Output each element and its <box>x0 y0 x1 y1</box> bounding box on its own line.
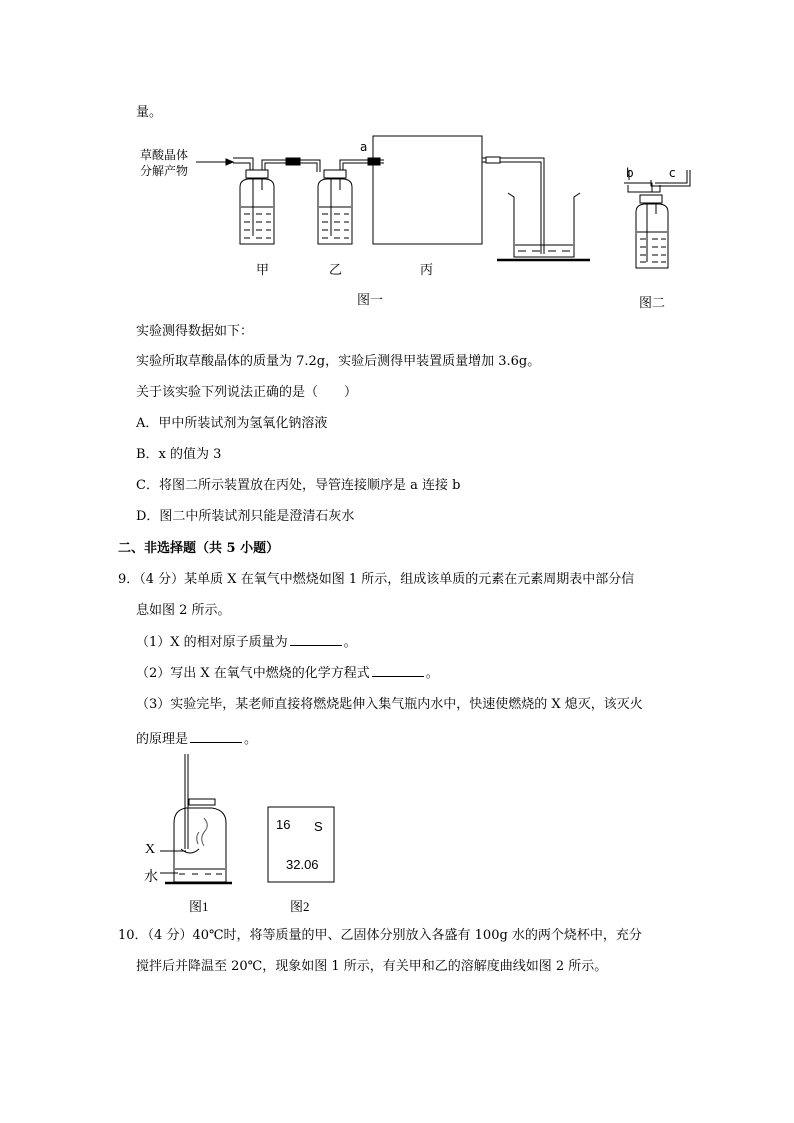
fig-label-water: 水 <box>144 870 158 885</box>
sub2-answer-blank[interactable] <box>372 664 424 677</box>
box-bing-label: 丙 <box>420 263 434 278</box>
sub1-end: 。 <box>343 635 357 650</box>
bottle-jia-shape <box>240 170 274 244</box>
label-b: b <box>626 166 634 180</box>
fig2-bottle-shape <box>624 170 690 268</box>
data-line: 实验所取草酸晶体的质量为 7.2g，实验后测得甲装置质量增加 3.6g。 <box>136 354 541 369</box>
sub2-end: 。 <box>425 666 439 681</box>
sub2-text: （2）写出 X 在氧气中燃烧的化学方程式 <box>136 666 370 681</box>
fig-label-x: X <box>145 842 156 857</box>
apparatus-drawing <box>0 0 794 320</box>
input-arrow-head <box>226 159 233 165</box>
bottle-yi-label: 乙 <box>329 263 343 278</box>
question-9-sub2 <box>136 664 439 683</box>
bottle-jia-label: 甲 <box>256 263 270 278</box>
question-9-stem-line1: 9．（4 分）某单质 X 在氧气中燃烧如图 1 所示，组成该单质的元素在元素周期表中部分信 <box>118 572 635 587</box>
figure-2-caption: 图二 <box>639 296 666 311</box>
question-10-line1: 10．（4 分）40℃时，将等质量的甲、乙固体分别放入各盛有 100g 水的两个烧杯中，充分 <box>118 928 642 943</box>
sub1-answer-blank[interactable] <box>290 633 342 646</box>
box-bing-shape <box>373 136 482 244</box>
bottle-yi-shape <box>318 170 352 244</box>
option-c: C．将图二所示装置放在丙处，导管连接顺序是 a 连接 b <box>136 478 461 493</box>
question-8-prompt: 关于该实验下列说法正确的是（ ） <box>136 385 358 400</box>
option-a: A．甲中所装试剂为氢氧化钠溶液 <box>136 416 328 431</box>
label-c: c <box>669 166 676 180</box>
data-header: 实验测得数据如下： <box>136 324 254 339</box>
sub1-text: （1）X 的相对原子质量为 <box>136 635 288 650</box>
question-10-line2: 搅拌后并降温至 20℃，现象如图 1 所示，有关甲和乙的溶解度曲线如图 2 所示。 <box>136 959 608 974</box>
input-label-line1: 草酸晶体 <box>140 148 189 162</box>
question-9-sub3-line1: （3）实验完毕，某老师直接将燃烧匙伸入集气瓶内水中，快速使燃烧的 X 熄灭，该灭火 <box>136 697 643 712</box>
figure-1-caption: 图一 <box>357 293 384 308</box>
question-9-sub1 <box>136 633 357 652</box>
q9-figure-1-caption: 图1 <box>189 899 209 914</box>
element-atomic-number: 16 <box>276 817 291 832</box>
sub3-text: 的原理是 <box>136 732 189 747</box>
question-9-stem-line2: 息如图 2 所示。 <box>136 603 231 618</box>
element-symbol: S <box>314 819 323 834</box>
element-atomic-mass: 32.06 <box>286 857 319 872</box>
label-a: a <box>360 140 368 154</box>
sub3-answer-blank[interactable] <box>190 730 242 743</box>
sub3-end: 。 <box>244 732 258 747</box>
option-d: D．图二中所装试剂只能是澄清石灰水 <box>136 509 355 524</box>
input-label-line2: 分解产物 <box>140 164 189 178</box>
q9-figure-2-caption: 图2 <box>290 899 310 914</box>
question-9-sub3-line2 <box>136 730 257 749</box>
intro-tail-text: 量。 <box>136 105 163 120</box>
section-2-heading: 二、非选择题（共 5 小题） <box>118 541 280 556</box>
option-b: B．x 的值为 3 <box>136 447 222 462</box>
